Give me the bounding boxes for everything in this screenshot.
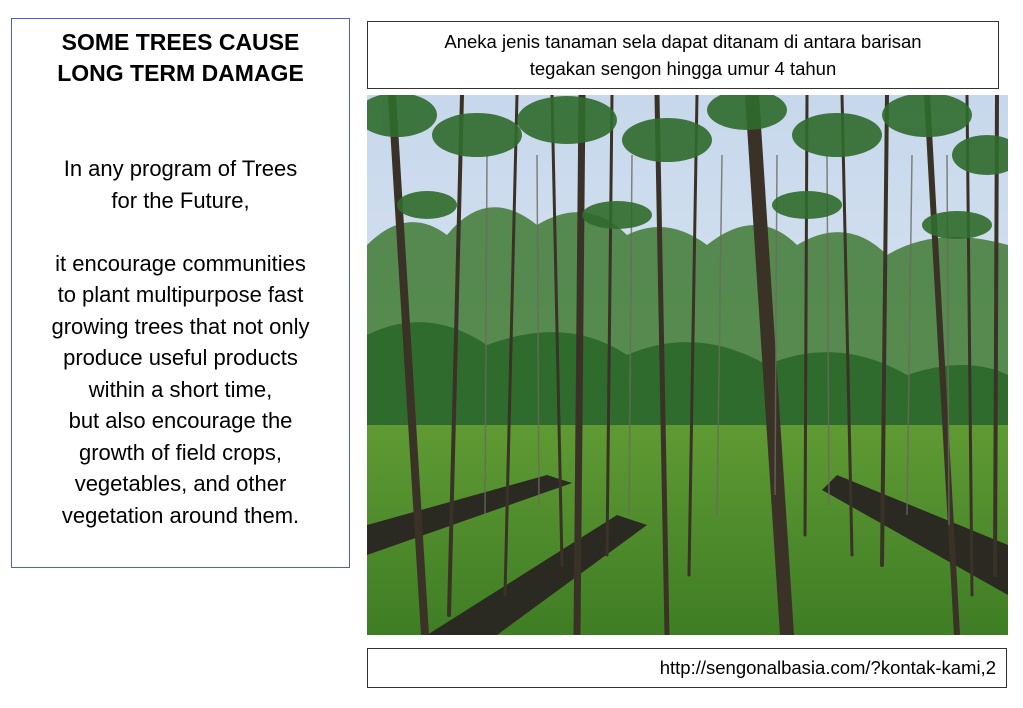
slide-title	[12, 27, 349, 89]
body-line: vegetation around them.	[61, 502, 300, 528]
text-panel	[11, 18, 350, 568]
caption-line-1: Aneka jenis tanaman sela dapat ditanam di antara barisan	[444, 31, 922, 52]
body-line: vegetables, and other	[74, 471, 287, 496]
body-line: produce useful products	[63, 345, 298, 370]
source-url-box	[367, 648, 1007, 688]
body-line: within a short time,	[88, 376, 273, 402]
body-line: for the Future,	[111, 187, 250, 213]
body-line: growth of field crops,	[79, 439, 282, 465]
plantation-illustration	[367, 95, 1008, 635]
title-line-1: SOME TREES CAUSE	[61, 29, 300, 55]
body-line: it encourage communities	[55, 250, 306, 276]
source-url: http://sengonalbasia.com/?kontak-kami,2	[659, 657, 996, 678]
title-line-2: LONG TERM DAMAGE	[57, 60, 304, 86]
body-line: growing trees that not only	[51, 313, 310, 339]
body-line: but also encourage the	[68, 408, 293, 433]
caption-line-2: tegakan sengon hingga umur 4 tahun	[529, 58, 837, 79]
photo-caption	[367, 21, 999, 89]
body-line: to plant multipurpose fast	[57, 282, 304, 307]
sengon-plantation-photo	[367, 95, 1008, 635]
body-text	[12, 153, 349, 531]
body-line: In any program of Trees	[63, 156, 298, 181]
paragraph-gap	[18, 216, 343, 248]
